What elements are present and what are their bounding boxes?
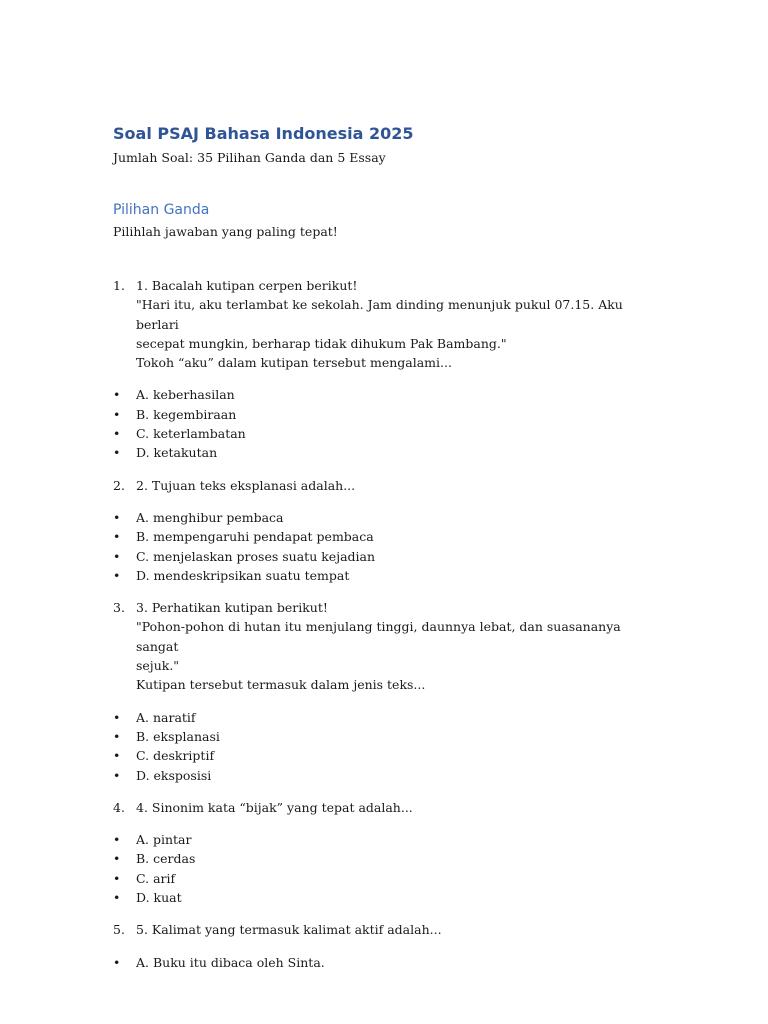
question-5 — [113, 920, 653, 939]
answer-option-text: C. menjelaskan proses suatu kejadian — [136, 548, 376, 564]
bullet-icon: • — [113, 387, 121, 403]
question-text-line: secepat mungkin, berharap tidak dihukum Pak Bambang." — [136, 335, 507, 351]
section-heading: Pilihan Ganda — [113, 202, 210, 218]
bullet-icon: • — [113, 832, 121, 848]
question-2-options — [113, 508, 653, 585]
bullet-icon: • — [113, 567, 121, 583]
question-text-line: 2. Tujuan teks eksplanasi adalah... — [136, 477, 356, 493]
document-subtitle: Jumlah Soal: 35 Pilihan Ganda dan 5 Essay — [113, 150, 386, 165]
bullet-icon: • — [113, 870, 121, 886]
answer-option — [113, 424, 653, 443]
answer-option — [113, 888, 653, 907]
question-text-line: 3. Perhatikan kutipan berikut! — [136, 600, 328, 616]
bullet-icon: • — [113, 728, 121, 744]
question-text-line: 5. Kalimat yang termasuk kalimat aktif adalah... — [136, 922, 442, 938]
question-text-line: sejuk." — [136, 658, 180, 674]
answer-option — [113, 830, 653, 849]
answer-option — [113, 547, 653, 566]
answer-option — [113, 953, 653, 972]
bullet-icon: • — [113, 851, 121, 867]
bullet-icon: • — [113, 529, 121, 545]
answer-option-text: B. cerdas — [136, 851, 196, 867]
question-4 — [113, 798, 653, 817]
answer-option — [113, 849, 653, 868]
question-2 — [113, 476, 653, 495]
answer-option — [113, 869, 653, 888]
bullet-icon: • — [113, 748, 121, 764]
answer-option-text: D. kuat — [136, 890, 182, 906]
answer-option — [113, 766, 653, 785]
question-1 — [113, 276, 653, 372]
answer-option-text: A. pintar — [136, 832, 192, 848]
question-5-options — [113, 953, 653, 972]
question-list — [113, 276, 653, 985]
answer-option — [113, 443, 653, 462]
question-4-options — [113, 830, 653, 907]
question-text-line: Tokoh “aku” dalam kutipan tersebut mengalami... — [136, 355, 452, 371]
answer-option — [113, 566, 653, 585]
question-number: 2. — [113, 477, 125, 493]
document-title: Soal PSAJ Bahasa Indonesia 2025 — [113, 124, 414, 143]
answer-option-text: C. keterlambatan — [136, 426, 246, 442]
answer-option-text: A. naratif — [136, 709, 196, 725]
question-number: 4. — [113, 799, 125, 815]
question-text-line: 1. Bacalah kutipan cerpen berikut! — [136, 278, 358, 293]
answer-option-text: A. Buku itu dibaca oleh Sinta. — [136, 954, 325, 970]
answer-option-text: D. mendeskripsikan suatu tempat — [136, 567, 350, 583]
answer-option — [113, 727, 653, 746]
bullet-icon: • — [113, 890, 121, 906]
question-text-line: "Pohon-pohon di hutan itu menjulang tinggi, daunnya lebat, dan suasananya sangat — [136, 619, 621, 654]
answer-option-text: C. deskriptif — [136, 748, 215, 764]
question-text-line: 4. Sinonim kata “bijak” yang tepat adalah... — [136, 799, 413, 815]
question-text-line: Kutipan tersebut termasuk dalam jenis teks... — [136, 677, 426, 693]
answer-option-text: B. kegembiraan — [136, 406, 237, 422]
answer-option-text: D. ketakutan — [136, 445, 218, 461]
answer-option-text: A. keberhasilan — [136, 387, 235, 403]
section-instruction: Pilihlah jawaban yang paling tepat! — [113, 224, 338, 239]
bullet-icon: • — [113, 709, 121, 725]
question-number: 5. — [113, 922, 125, 938]
bullet-icon: • — [113, 445, 121, 461]
bullet-icon: • — [113, 509, 121, 525]
answer-option-text: D. eksposisi — [136, 767, 212, 783]
question-number: 1. — [113, 278, 125, 293]
answer-option — [113, 385, 653, 404]
question-number: 3. — [113, 600, 125, 616]
answer-option — [113, 527, 653, 546]
answer-option — [113, 708, 653, 727]
bullet-icon: • — [113, 767, 121, 783]
bullet-icon: • — [113, 426, 121, 442]
answer-option-text: C. arif — [136, 870, 176, 886]
answer-option-text: A. menghibur pembaca — [136, 509, 284, 525]
answer-option — [113, 405, 653, 424]
bullet-icon: • — [113, 954, 121, 970]
answer-option — [113, 508, 653, 527]
question-3 — [113, 598, 653, 694]
question-text-line: "Hari itu, aku terlambat ke sekolah. Jam dinding menunjuk pukul 07.15. Aku berlari — [136, 297, 623, 332]
bullet-icon: • — [113, 406, 121, 422]
question-1-options — [113, 385, 653, 462]
answer-option-text: B. eksplanasi — [136, 728, 220, 744]
bullet-icon: • — [113, 548, 121, 564]
answer-option-text: B. mempengaruhi pendapat pembaca — [136, 529, 374, 545]
question-3-options — [113, 708, 653, 785]
answer-option — [113, 746, 653, 765]
